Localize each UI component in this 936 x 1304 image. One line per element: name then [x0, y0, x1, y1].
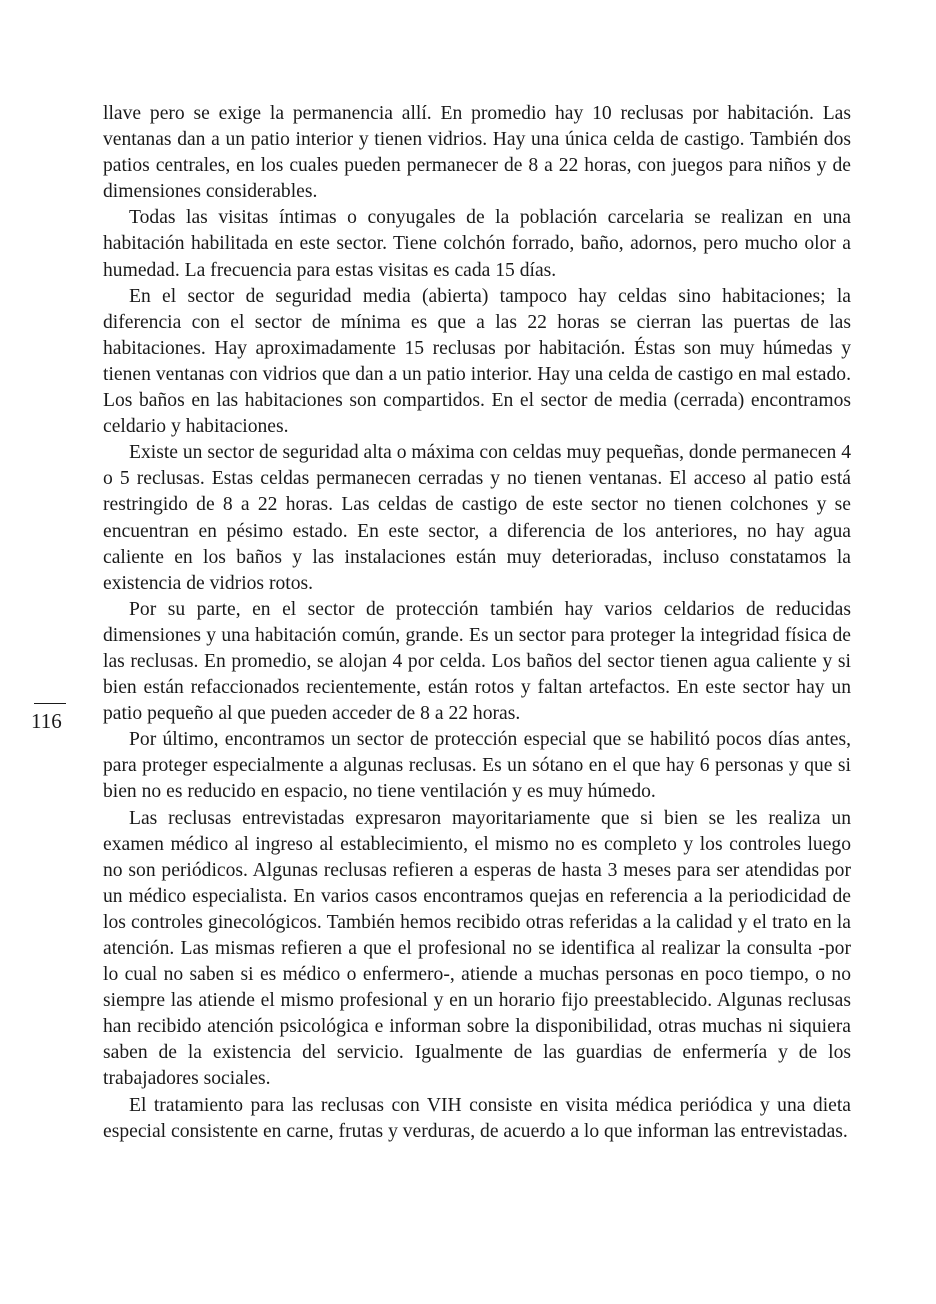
paragraph-5: Por su parte, en el sector de protección también hay varios celdarios de reducidas dimensiones y una habitación común, grande. Es un sector para proteger la integridad física de las reclusas. En promedio, se alojan 4 por celda. Los baños del sector tienen agua caliente y si bien están refaccionados recientemente, están rotos y faltan artefactos. En este sector hay un patio pequeño al que pueden acceder de 8 a 22 horas.: [103, 598, 851, 725]
paragraph-3: En el sector de seguridad media (abierta) tampoco hay celdas sino habitaciones; la diferencia con el sector de mínima es que a las 22 horas se cierran las puertas de las habitaciones. Hay aproximadamente 15 reclusas por habitación. Éstas son muy húmedas y tienen ventanas con vidrios que dan a un patio interior. Hay una celda de castigo en mal estado. Los baños en las habitaciones son compartidos. En el sector de media (cerrada) encontramos celdario y habitaciones.: [103, 285, 851, 438]
body-text: [103, 101, 851, 1145]
paragraph-7: Las reclusas entrevistadas expresaron mayoritariamente que si bien se les realiza un examen médico al ingreso al establecimiento, el mismo no es completo y los controles luego no son periódicos. Algunas reclusas refieren a esperas de hasta 3 meses para ser atendidas por un médico especialista. En varios casos encontramos quejas en referencia a la periodicidad de los controles ginecológicos. También hemos recibido otras referidas a la calidad y el trato en la atención. Las mismas refieren a que el profesional no se identifica al realizar la consulta -por lo cual no saben si es médico o enfermero-, atiende a muchas personas en poco tiempo, o no siempre las atiende el mismo profesional y en un horario fijo preestablecido. Algunas reclusas han recibido atención psicológica e informan sobre la disponibilidad, otras muchas ni siquiera saben de la existencia del servicio. Igualmente de las guardias de enfermería y de los trabajadores sociales.: [103, 807, 851, 1090]
paragraph-2: Todas las visitas íntimas o conyugales de la población carcelaria se realizan en una habitación habilitada en este sector. Tiene colchón forrado, baño, adornos, pero mucho olor a humedad. La frecuencia para estas visitas es cada 15 días.: [103, 207, 851, 281]
page-number-rule: [34, 703, 66, 704]
paragraph-6: Por último, encontramos un sector de protección especial que se habilitó pocos días antes, para proteger especialmente a algunas reclusas. Es un sótano en el que hay 6 personas y que si bien no es reducido en espacio, no tiene ventilación y es muy húmedo.: [103, 729, 851, 803]
paragraph-4: Existe un sector de seguridad alta o máxima con celdas muy pequeñas, donde permanecen 4 o 5 reclusas. Estas celdas permanecen cerradas y no tienen ventanas. El acceso al patio está restringido de 8 a 22 horas. Las celdas de castigo de este sector no tienen colchones y se encuentran en pésimo estado. En este sector, a diferencia de los anteriores, no hay agua caliente en los baños y las instalaciones están muy deterioradas, incluso constatamos la existencia de vidrios rotos.: [103, 442, 851, 594]
paragraph-8: El tratamiento para las reclusas con VIH consiste en visita médica periódica y una dieta especial consistente en carne, frutas y verduras, de acuerdo a lo que informan las entrevistadas.: [103, 1094, 851, 1142]
page-number: 116: [31, 709, 62, 733]
paragraph-1: llave pero se exige la permanencia allí. En promedio hay 10 reclusas por habitación. Las ventanas dan a un patio interior y tienen vidrios. Hay una única celda de castigo. También dos patios centrales, en los cuales pueden permanecer de 8 a 22 horas, con juegos para niños y de dimensiones considerables.: [103, 103, 851, 203]
